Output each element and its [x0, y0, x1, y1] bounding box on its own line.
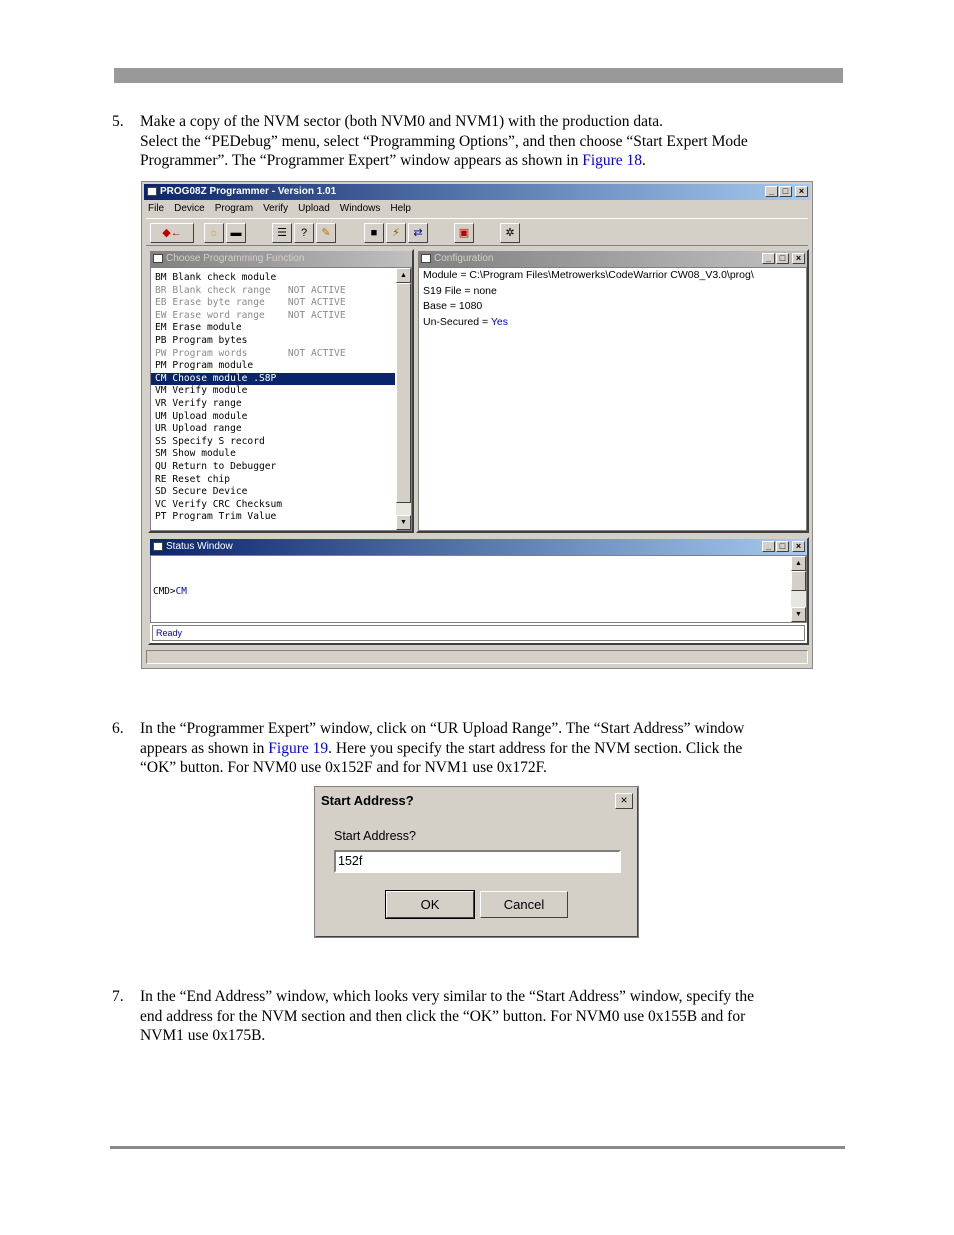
start-address-dialog: [315, 787, 638, 937]
maximize-button[interactable]: □: [776, 541, 789, 552]
app-statusbar: [146, 650, 808, 664]
function-item[interactable]: PM Program module: [155, 360, 254, 372]
help-doc-icon[interactable]: ?: [294, 223, 314, 243]
settings-icon[interactable]: ✲: [500, 223, 520, 243]
configuration-titlebar[interactable]: Configuration _ □ ×: [418, 251, 807, 267]
functions-titlebar[interactable]: Choose Programming Function: [150, 251, 412, 267]
step-text: “OK” button. For NVM0 use 0x152F and for NVM1 use 0x172F.: [140, 759, 547, 777]
config-unsecured: Un-Secured = Yes: [423, 315, 508, 328]
menu-upload[interactable]: Upload: [298, 203, 330, 214]
chip-icon[interactable]: ▬: [226, 223, 246, 243]
list-icon[interactable]: ☰: [272, 223, 292, 243]
close-button[interactable]: ×: [792, 253, 805, 264]
step-text: appears as shown in Figure 19. Here you specify the start address for the NVM section. Click the: [140, 739, 743, 757]
menu-help[interactable]: Help: [390, 203, 411, 214]
step-number: 7.: [112, 988, 124, 1005]
upload-icon[interactable]: ▣: [454, 223, 474, 243]
function-item[interactable]: SM Show module: [155, 448, 236, 460]
programmer-window: [141, 181, 813, 669]
scroll-thumb[interactable]: [791, 571, 806, 591]
function-item[interactable]: EW Erase word range NOT ACTIVE: [155, 309, 346, 321]
pencil-icon[interactable]: ✎: [316, 223, 336, 243]
function-item[interactable]: PW Program words NOT ACTIVE: [155, 347, 346, 359]
function-item[interactable]: BR Blank check range NOT ACTIVE: [155, 284, 346, 296]
step-text: end address for the NVM section and then click the “OK” button. For NVM0 use 0x155B and for: [140, 1007, 746, 1025]
close-button[interactable]: ×: [795, 186, 808, 197]
function-item[interactable]: QU Return to Debugger: [155, 460, 277, 472]
dialog-title: Start Address?: [318, 790, 635, 812]
menu-bar: [146, 201, 411, 216]
start-address-input[interactable]: 152f: [334, 850, 621, 873]
step-text: Select the “PEDebug” menu, select “Programming Options”, and then choose “Start Expert Mode: [140, 132, 748, 150]
function-item[interactable]: CM Choose module .S8P: [151, 373, 395, 386]
save-icon[interactable]: ■: [364, 223, 384, 243]
configuration-window: [416, 249, 809, 533]
menu-file[interactable]: File: [148, 203, 165, 214]
window-icon: [421, 254, 431, 263]
programmer-titlebar[interactable]: PROG08Z Programmer - Version 1.01 _ □ ×: [144, 184, 810, 200]
window-icon: [153, 254, 163, 263]
minimize-button[interactable]: _: [765, 186, 778, 197]
step-text: In the “End Address” window, which looks very similar to the “Start Address” window, specify the: [140, 988, 754, 1005]
config-base: Base = 1080: [423, 300, 483, 313]
close-icon[interactable]: ×: [615, 793, 633, 809]
step-5: [112, 112, 748, 171]
function-item[interactable]: VC Verify CRC Checksum: [155, 498, 283, 510]
maximize-button[interactable]: □: [779, 186, 792, 197]
status-titlebar[interactable]: Status Window _ □ ×: [150, 539, 807, 555]
cancel-button[interactable]: Cancel: [480, 891, 568, 918]
configuration-content: [418, 267, 807, 531]
status-window: [148, 537, 809, 645]
program-icon[interactable]: ⚡: [386, 223, 406, 243]
scroll-up-icon[interactable]: ▲: [396, 268, 411, 283]
step-text: Make a copy of the NVM sector (both NVM0 and NVM1) with the production data.: [140, 113, 664, 130]
function-item[interactable]: UR Upload range: [155, 423, 242, 435]
function-item[interactable]: RE Reset chip: [155, 473, 231, 485]
toolbar: [146, 218, 808, 246]
functions-scrollbar[interactable]: [396, 268, 411, 530]
function-item[interactable]: SS Specify S record: [155, 435, 265, 447]
return-debugger-icon[interactable]: ◆←: [150, 223, 194, 243]
step-text: In the “Programmer Expert” window, click on “UR Upload Range”. The “Start Address” window: [140, 720, 745, 737]
status-log: [150, 555, 807, 623]
step-text: NVM1 use 0x175B.: [140, 1027, 266, 1045]
scroll-down-icon[interactable]: ▼: [396, 515, 411, 530]
function-item[interactable]: BM Blank check module: [155, 272, 277, 283]
step-number: 5.: [112, 113, 124, 130]
maximize-button[interactable]: □: [776, 253, 789, 264]
step-6: [112, 719, 744, 778]
scroll-up-icon[interactable]: ▲: [791, 556, 806, 571]
scroll-down-icon[interactable]: ▼: [791, 607, 806, 622]
function-item[interactable]: PB Program bytes: [155, 334, 248, 346]
app-icon: [147, 187, 157, 196]
scroll-thumb[interactable]: [396, 283, 411, 503]
menu-device[interactable]: Device: [174, 203, 205, 214]
figure-link[interactable]: Figure 19: [268, 739, 329, 757]
config-module: Module = C:\Program Files\Metrowerks\CodeWarrior CW08_V3.0\prog\: [423, 269, 754, 281]
menu-windows[interactable]: Windows: [339, 203, 381, 214]
function-item[interactable]: SD Secure Device: [155, 486, 248, 498]
function-item[interactable]: EM Erase module: [155, 322, 242, 334]
ok-button[interactable]: OK: [386, 891, 474, 918]
transfer-icon[interactable]: ⇄: [408, 223, 428, 243]
footer-rule: [110, 1146, 845, 1149]
function-item[interactable]: PT Program Trim Value: [155, 511, 277, 523]
figure-link[interactable]: Figure 18: [582, 152, 643, 170]
close-button[interactable]: ×: [792, 541, 805, 552]
config-s19: S19 File = none: [423, 284, 497, 297]
header-bar: [114, 68, 843, 83]
function-item[interactable]: VM Verify module: [155, 385, 248, 397]
minimize-button[interactable]: _: [762, 541, 775, 552]
status-scrollbar[interactable]: [791, 556, 806, 622]
function-item[interactable]: EB Erase byte range NOT ACTIVE: [155, 297, 346, 309]
dialog-label: Start Address?: [334, 829, 416, 843]
menu-program[interactable]: Program: [214, 203, 254, 214]
function-item[interactable]: VR Verify range: [155, 397, 242, 409]
status-cmd-line: CMD>CM: [153, 585, 187, 597]
function-item[interactable]: UM Upload module: [155, 410, 248, 422]
functions-window: [148, 249, 414, 533]
minimize-button[interactable]: _: [762, 253, 775, 264]
status-ready: Ready: [152, 625, 805, 641]
step-number: 6.: [112, 720, 124, 737]
step-7: [112, 987, 754, 1046]
functions-list: [150, 267, 412, 531]
window-icon: [153, 542, 163, 551]
lightbulb-icon[interactable]: ☼: [204, 223, 224, 243]
menu-verify[interactable]: Verify: [263, 203, 289, 214]
step-text: Programmer”. The “Programmer Expert” window appears as shown in Figure 18.: [140, 152, 646, 170]
